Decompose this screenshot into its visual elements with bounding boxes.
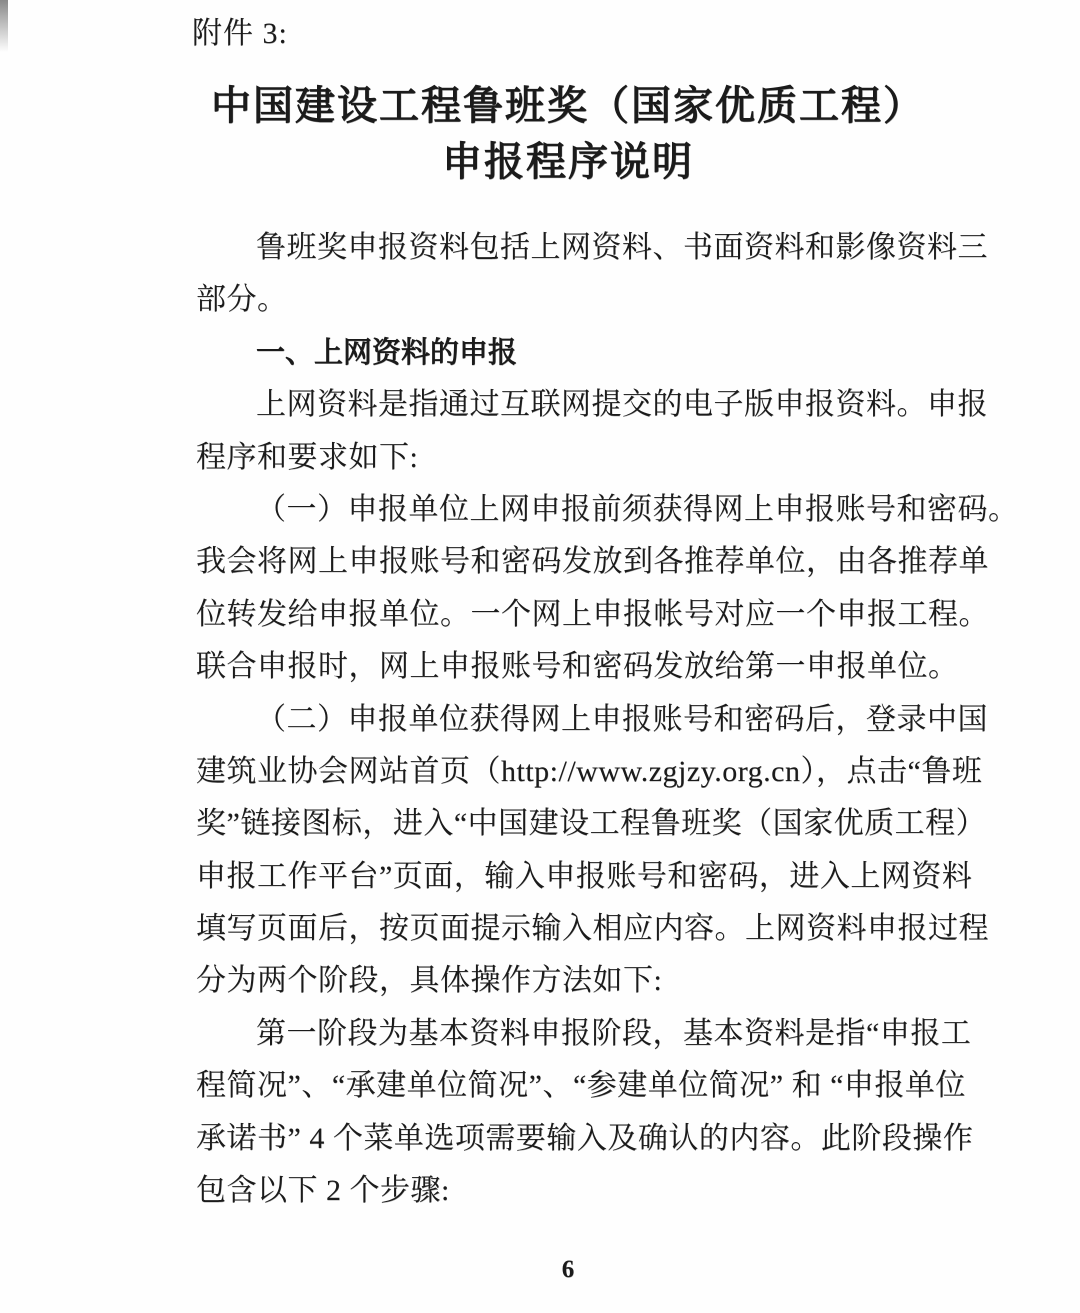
text-line: 第一阶段为基本资料申报阶段，基本资料是指“申报工 [256, 1016, 972, 1050]
document-body [196, 222, 1019, 1217]
text-line: 承诺书” 4 个菜单选项需要输入及确认的内容。此阶段操作 [196, 1121, 974, 1155]
text-line: （二）申报单位获得网上申报账号和密码后，登录中国 [256, 702, 988, 736]
text-line: 分为两个阶段，具体操作方法如下: [196, 964, 663, 998]
text-line: 程序和要求如下: [196, 440, 419, 474]
page-number: 6 [561, 1256, 575, 1283]
text-line: 部分。 [196, 283, 288, 317]
text-line: 奖”链接图标，进入“中国建设工程鲁班奖（国家优质工程） [196, 807, 987, 841]
text-line: 程简况”、“承建单位简况”、“参建单位简况” 和 “申报单位 [196, 1069, 966, 1103]
text-line: 申报工作平台”页面，输入申报账号和密码，进入上网资料 [196, 859, 973, 893]
text-line: 我会将网上申报账号和密码发放到各推荐单位，由各推荐单 [196, 545, 989, 579]
document-title [196, 78, 940, 190]
section-heading: 一、上网资料的申报 [256, 336, 518, 369]
text-line: 联合申报时，网上申报账号和密码发放给第一申报单位。 [196, 650, 959, 684]
scan-edge-artifact [0, 0, 8, 52]
text-line: 上网资料是指通过互联网提交的电子版申报资料。申报 [256, 388, 988, 422]
text-line: 包含以下 2 个步骤: [196, 1174, 450, 1208]
attachment-label: 附件 3: [192, 17, 288, 50]
text-line: 填写页面后，按页面提示输入相应内容。上网资料申报过程 [196, 912, 989, 946]
text-line: 建筑业协会网站首页（http://www.zgjzy.org.cn），点击“鲁班 [196, 754, 983, 788]
text-line: （一）申报单位上网申报前须获得网上申报账号和密码。 [256, 492, 1019, 526]
document-title-line-1: 中国建设工程鲁班奖（国家优质工程） [211, 83, 925, 128]
text-line: 位转发给申报单位。一个网上申报帐号对应一个申报工程。 [196, 597, 989, 631]
document-title-line-2: 申报程序说明 [442, 139, 694, 184]
text-line: 鲁班奖申报资料包括上网资料、书面资料和影像资料三 [256, 231, 988, 264]
